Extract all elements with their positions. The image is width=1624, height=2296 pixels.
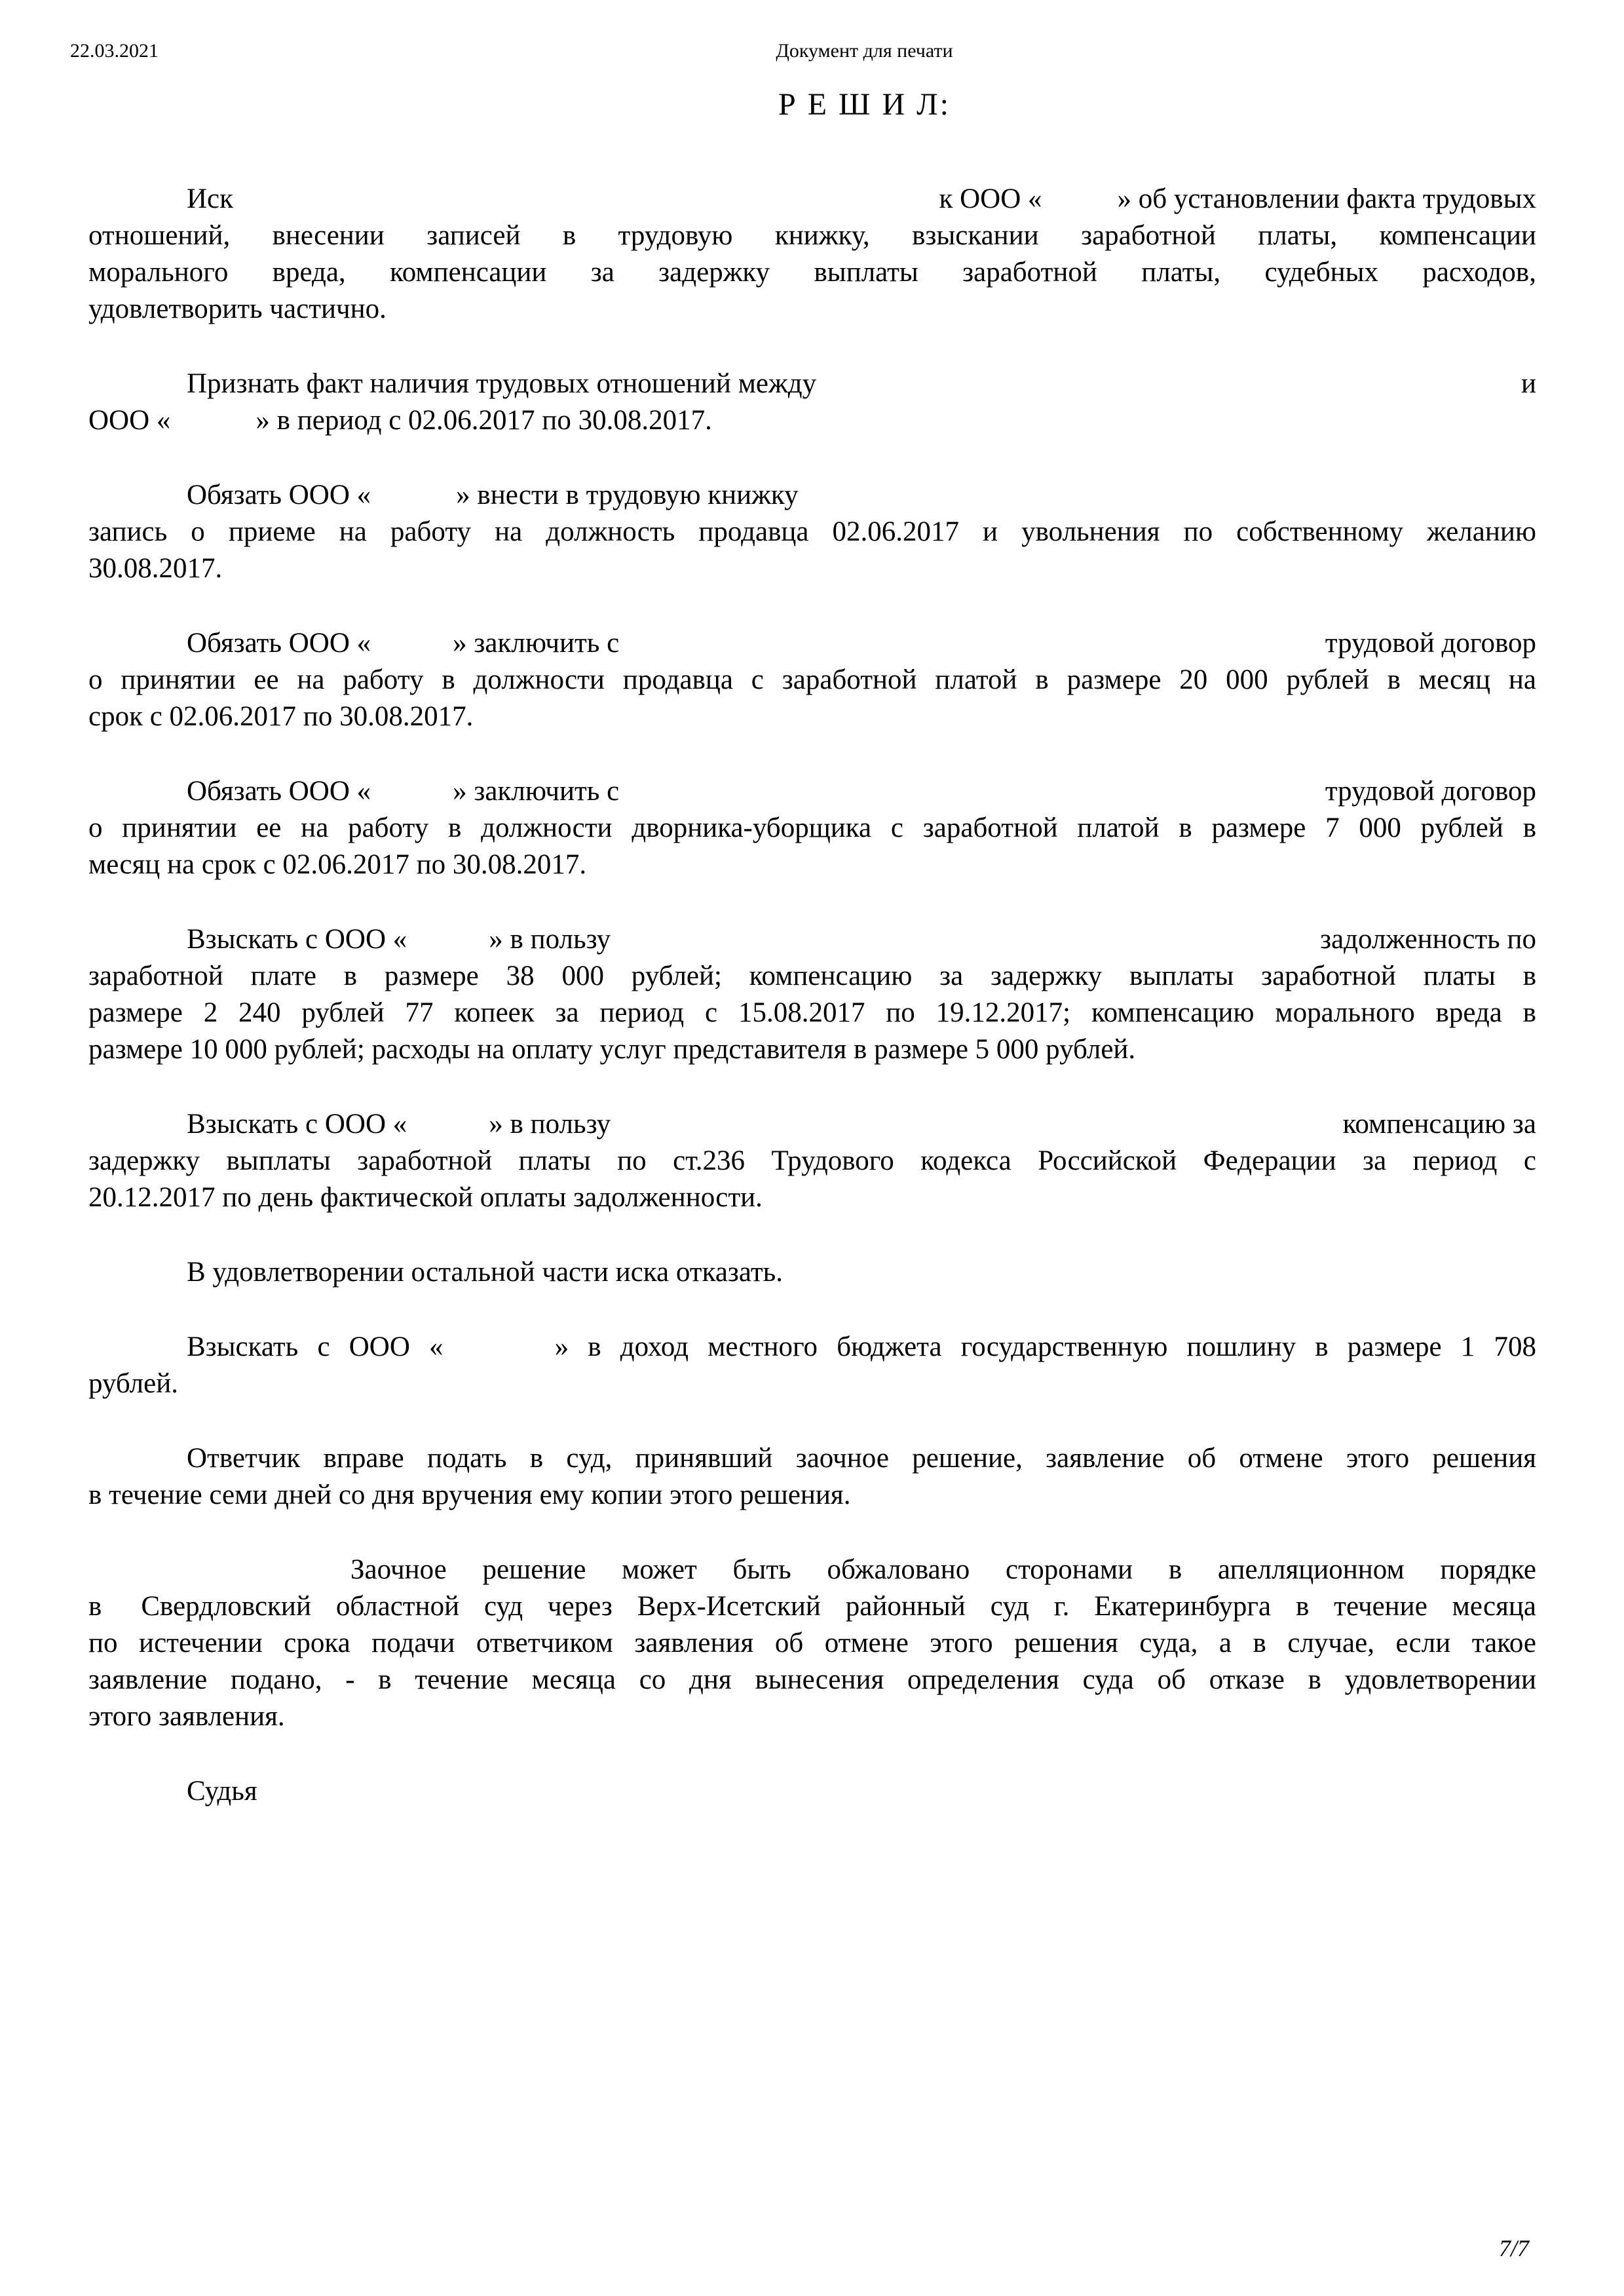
text-segment: Взыскать с ООО « (187, 1109, 407, 1139)
text-line (88, 550, 1536, 587)
text-segment: удовлетворить частично. (88, 294, 387, 324)
paragraph (88, 181, 1536, 328)
text-segment: рублей. (88, 1368, 178, 1399)
text-segment: Иск (187, 183, 234, 214)
paragraph (88, 1440, 1536, 1514)
text-line (88, 1179, 1536, 1216)
paragraph (88, 1106, 1536, 1216)
document-print-title: Документ для печати (776, 40, 953, 62)
paragraph (88, 1773, 1536, 1810)
text-segment: Взыскать с ООО « (187, 924, 407, 955)
paragraph (88, 366, 1536, 439)
page-number: 7/7 (1498, 2235, 1529, 2261)
redacted-gap (371, 799, 453, 800)
redacted-gap (371, 651, 453, 652)
text-segment: в (88, 1591, 102, 1622)
decision-text (88, 181, 1536, 1810)
redacted-gap (88, 1799, 187, 1800)
decision-heading: Р Е Ш И Л: (778, 87, 951, 122)
redacted-gap (88, 947, 187, 948)
page-header (0, 0, 1624, 67)
text-segment: Взыскать с ООО « (187, 1331, 444, 1362)
redacted-gap (407, 947, 489, 948)
redacted-gap (88, 651, 187, 652)
text-segment: Судья (187, 1776, 257, 1807)
text-line (88, 625, 1536, 662)
paragraph (88, 625, 1536, 735)
text-segment: Признать факт наличия трудовых отношений между (187, 368, 817, 399)
text-line (88, 1143, 1536, 1179)
redacted-gap (611, 947, 1320, 948)
text-segment: размере 2 240 рублей 77 копеек за период с 15.08.2017 по 19.12.2017; компенсацию морального вреда в (88, 997, 1536, 1028)
page-footer (1499, 2234, 1529, 2262)
text-line (88, 514, 1536, 550)
text-segment: срок с 02.06.2017 по 30.08.2017. (88, 701, 474, 732)
text-line (88, 1552, 1536, 1588)
text-segment: о принятии ее на работу в должности продавца с заработной платой в размере 20 000 рублей в месяц на (88, 664, 1536, 695)
text-segment: заявление подано, - в течение месяца со дня вынесения определения суда об отказе в удовлетворении (88, 1664, 1536, 1695)
text-segment: 30.08.2017. (88, 553, 223, 584)
text-segment: Свердловский областной суд через Верх-Исетский районный суд г. Екатеринбурга в течение месяца (141, 1591, 1536, 1622)
text-line (88, 1440, 1536, 1477)
text-segment: » в доход местного бюджета государственную пошлину в размере 1 708 (554, 1331, 1536, 1362)
text-line (88, 958, 1536, 995)
text-segment: » в период с 02.06.2017 по 30.08.2017. (255, 405, 712, 436)
text-segment: морального вреда, компенсации за задержку выплаты заработной платы, судебных расходов, (88, 257, 1536, 288)
text-segment: задолженность по (1320, 924, 1536, 955)
text-segment: Обязать ООО « (187, 480, 371, 510)
text-segment: » в пользу (489, 924, 611, 955)
redacted-gap (88, 1132, 187, 1133)
text-line (88, 181, 1536, 218)
text-segment: этого заявления. (88, 1701, 285, 1732)
text-line (88, 1588, 1536, 1625)
paragraph (88, 1552, 1536, 1735)
text-segment: В удовлетворении остальной части иска отказать. (187, 1257, 784, 1288)
text-segment: месяц на срок с 02.06.2017 по 30.08.2017. (88, 849, 587, 880)
redacted-gap (1042, 207, 1118, 208)
text-segment: » в пользу (489, 1109, 611, 1139)
text-line (88, 698, 1536, 735)
text-line (88, 1366, 1536, 1402)
redacted-gap (371, 503, 456, 504)
redacted-gap (88, 503, 187, 504)
text-line (88, 1477, 1536, 1514)
text-segment: Заочное решение может быть обжаловано сторонами в апелляционном порядке (350, 1554, 1536, 1585)
text-line (88, 218, 1536, 254)
text-segment: 20.12.2017 по день фактической оплаты задолженности. (88, 1182, 763, 1213)
text-segment: в течение семи дней со дня вручения ему копии этого решения. (88, 1480, 851, 1510)
text-line (88, 1254, 1536, 1291)
paragraph (88, 1254, 1536, 1291)
text-segment: ООО « (88, 405, 171, 436)
redacted-gap (88, 799, 187, 800)
text-segment: задержку выплаты заработной платы по ст.236 Трудового кодекса Российской Федерации за период с (88, 1145, 1536, 1176)
text-segment: трудовой договор (1325, 776, 1536, 807)
text-line (88, 773, 1536, 810)
text-line (88, 810, 1536, 847)
redacted-gap (799, 503, 1536, 504)
redacted-gap (407, 1132, 489, 1133)
paragraph (88, 1329, 1536, 1402)
text-line (88, 477, 1536, 514)
text-segment: Обязать ООО « (187, 628, 371, 659)
text-line (88, 1662, 1536, 1698)
redacted-gap (619, 651, 1325, 652)
redacted-gap (88, 207, 187, 208)
text-line (88, 402, 1536, 439)
redacted-gap (88, 1280, 187, 1281)
text-line (88, 921, 1536, 958)
redacted-gap (88, 1355, 187, 1356)
redacted-gap (88, 1466, 187, 1467)
text-line (88, 995, 1536, 1031)
text-segment: размере 10 000 рублей; расходы на оплату услуг представителя в размере 5 000 рублей. (88, 1034, 1136, 1065)
redacted-gap (444, 1355, 555, 1356)
text-segment: » об установлении факта трудовых (1117, 183, 1536, 214)
text-segment: Обязать ООО « (187, 776, 371, 807)
text-segment: о принятии ее на работу в должности дворника-уборщика с заработной платой в размере 7 000 рублей в (88, 813, 1536, 843)
text-segment: компенсацию за (1342, 1109, 1536, 1139)
text-line (88, 1031, 1536, 1068)
text-segment: заработной плате в размере 38 000 рублей; компенсацию за задержку выплаты заработной платы в (88, 961, 1536, 991)
text-line (88, 1329, 1536, 1366)
text-segment: » заключить с (453, 776, 620, 807)
text-line (88, 291, 1536, 328)
text-segment: к ООО « (939, 183, 1042, 214)
text-line (88, 1106, 1536, 1143)
text-line (88, 662, 1536, 698)
redacted-gap (611, 1132, 1342, 1133)
text-line (88, 1698, 1536, 1735)
text-line (88, 1625, 1536, 1662)
text-segment: трудовой договор (1325, 628, 1536, 659)
paragraph (88, 477, 1536, 587)
redacted-gap (619, 799, 1325, 800)
text-segment: и (1520, 368, 1536, 399)
text-segment: запись о приеме на работу на должность продавца 02.06.2017 и увольнения по собственному желанию (88, 516, 1536, 547)
text-line (88, 366, 1536, 402)
text-line (88, 254, 1536, 291)
text-line (88, 1773, 1536, 1810)
text-segment: » заключить с (453, 628, 620, 659)
redacted-gap (233, 207, 939, 208)
paragraph (88, 773, 1536, 883)
text-segment: отношений, внесении записей в трудовую книжку, взыскании заработной платы, компенсации (88, 220, 1536, 251)
text-line (88, 847, 1536, 883)
text-segment: Ответчик вправе подать в суд, принявший заочное решение, заявление об отмене этого решения (187, 1443, 1536, 1474)
print-date: 22.03.2021 (70, 40, 159, 62)
text-segment: » внести в трудовую книжку (456, 480, 799, 510)
text-segment: по истечении срока подачи ответчиком заявления об отмене этого решения суда, а в случае, если такое (88, 1628, 1536, 1658)
paragraph (88, 921, 1536, 1068)
